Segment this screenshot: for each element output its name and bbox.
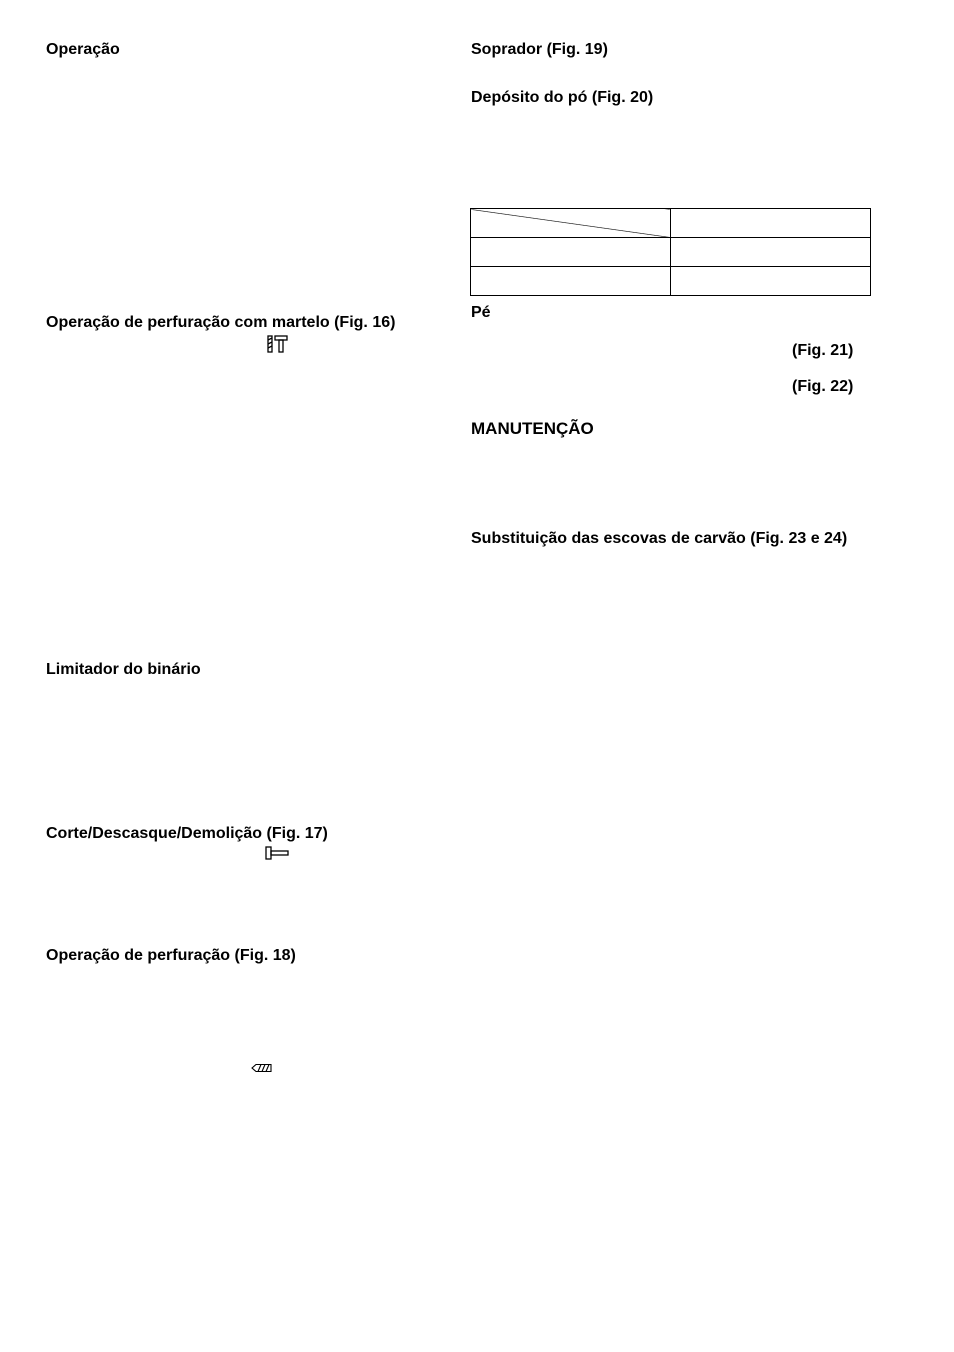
heading-limitador: Limitador do binário <box>46 661 201 678</box>
heading-escovas: Substituição das escovas de carvão (Fig. 23 e 24) <box>471 530 848 547</box>
table-cell <box>671 267 871 296</box>
hammer-drill-icon <box>266 334 290 359</box>
heading-operacao: Operação <box>46 41 120 58</box>
heading-perfuracao-martelo: Operação de perfuração com martelo (Fig. 16) <box>46 314 396 331</box>
table-row <box>471 267 871 296</box>
heading-soprador: Soprador (Fig. 19) <box>471 41 608 58</box>
heading-manutencao: MANUTENÇÃO <box>471 419 594 438</box>
table-row <box>471 209 871 238</box>
table-cell <box>471 238 671 267</box>
heading-pe: Pé <box>471 304 491 321</box>
table-cell <box>671 238 871 267</box>
spec-table <box>470 208 871 296</box>
fig-22-reference: (Fig. 22) <box>792 378 854 395</box>
table-header-diagonal-cell <box>471 209 671 238</box>
table-row <box>471 238 871 267</box>
table-cell <box>471 267 671 296</box>
hammer-icon <box>264 845 290 866</box>
heading-perfuracao: Operação de perfuração (Fig. 18) <box>46 947 296 964</box>
fig-21-reference: (Fig. 21) <box>792 342 854 359</box>
drill-bit-icon <box>250 1060 274 1078</box>
table-cell <box>671 209 871 238</box>
heading-corte: Corte/Descasque/Demolição (Fig. 17) <box>46 825 328 842</box>
heading-deposito: Depósito do pó (Fig. 20) <box>471 89 654 106</box>
